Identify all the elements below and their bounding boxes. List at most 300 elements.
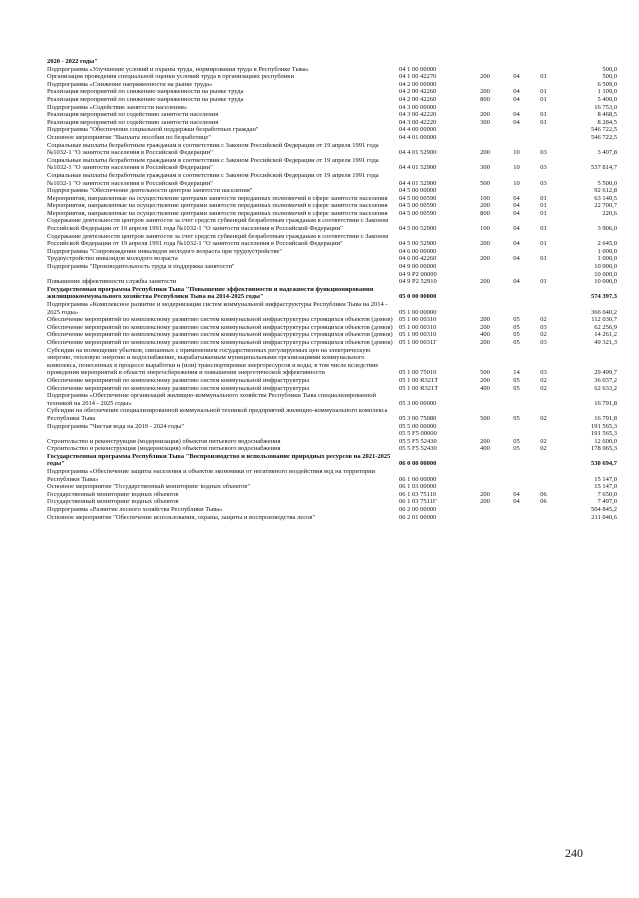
cell-vr: [467, 468, 503, 483]
cell-pr: 02: [540, 376, 547, 384]
cell-pr: [530, 126, 557, 134]
cell-code: 04 1 00 42270: [399, 73, 437, 81]
cell-code: 04 5 00 00590: [399, 194, 437, 202]
table-row: [47, 58, 617, 66]
cell-pr: [530, 392, 557, 407]
cell-rz: [503, 126, 530, 134]
cell-vr: 200: [480, 73, 490, 81]
cell-sum: 2 645,0: [597, 240, 617, 248]
cell-pr: [530, 453, 557, 468]
cell-code: 04 5 00 52900: [399, 225, 437, 233]
cell-code: 04 5 00 52900: [399, 240, 437, 248]
cell-code: 04 9 P2 52910: [399, 278, 437, 286]
cell-pr: 01: [540, 278, 547, 286]
cell-rz: 04: [513, 225, 520, 233]
cell-vr: 200: [480, 88, 490, 96]
cell-rz: 05: [513, 376, 520, 384]
cell-code: 05 5 F5 00000: [399, 430, 437, 438]
cell-name: Строительство и реконструкция (модернизация) объектов питьевого водоснабжения: [47, 445, 281, 453]
cell-pr: [530, 423, 557, 431]
cell-name: Подпрограмма "Обеспечение социальной поддержки безработных граждан": [47, 126, 259, 134]
cell-rz: [503, 263, 530, 271]
table-row: [47, 483, 617, 491]
cell-code: 04 1 00 00000: [399, 65, 437, 73]
budget-table: [47, 58, 617, 521]
cell-vr: 200: [480, 278, 490, 286]
cell-name: Обеспечение мероприятий по комплексному развитию систем коммунальной инфраструктуры: [47, 384, 310, 392]
cell-sum: 15 147,0: [594, 475, 617, 483]
cell-name: Содержание деятельности центров занятости за счет средств субвенций безработным гражданам в соответствии с Законом Российской Федерации от 19 апреля 1991 года №1032-1 "О занятости населения в Российской Федерации": [47, 217, 389, 233]
table-row: [47, 286, 617, 301]
cell-rz: [503, 81, 530, 89]
cell-vr: 200: [480, 255, 490, 263]
cell-rz: [503, 506, 530, 514]
cell-name: Подпрограмма "Обеспечение деятельности центров занятости населения": [47, 187, 253, 195]
table-row: [47, 453, 617, 468]
table-row: [47, 126, 617, 134]
cell-rz: 04: [513, 490, 520, 498]
cell-rz: 04: [513, 240, 520, 248]
table-row: [47, 73, 617, 81]
table-row: [47, 498, 617, 506]
cell-name: Подпрограмма "Сопровождение инвалидов молодого возраста при трудоустройстве": [47, 247, 283, 255]
cell-name: Подпрограмма «Обеспечение защиты населения и объектов экономики от негативного воздействия вод на территории Республики Тыва»: [47, 468, 376, 483]
cell-name: Строительство и реконструкция (модернизация) объектов питьевого водоснабжения: [47, 437, 281, 445]
cell-code: 04 3 00 00000: [399, 103, 437, 111]
cell-sum: 12 600,0: [594, 437, 617, 445]
cell-code: 04 2 00 42260: [399, 88, 437, 96]
cell-name: Основное мероприятие "Государственный мониторинг водных объектов": [47, 483, 251, 491]
cell-code: 05 5 F5 52430: [399, 437, 437, 445]
cell-sum: 29 499,7: [594, 369, 617, 377]
cell-sum: 5 400,0: [597, 95, 617, 103]
cell-rz: [503, 58, 530, 66]
cell-sum: 191 565,3: [591, 422, 617, 430]
cell-pr: [530, 506, 557, 514]
table-row: [47, 278, 617, 286]
cell-pr: [530, 58, 557, 66]
cell-vr: [467, 187, 503, 195]
cell-name: Организация проведения специальной оценки условий труда в организациях республики: [47, 73, 294, 81]
cell-vr: 300: [480, 118, 490, 126]
cell-name: Основное мероприятие "Обеспечение использования, охраны, защиты и воспроизводства лесов": [47, 513, 316, 521]
cell-code: 06 1 03 7511Г: [399, 498, 437, 506]
table-row: [47, 233, 617, 248]
cell-pr: 06: [540, 490, 547, 498]
cell-rz: [503, 483, 530, 491]
cell-code: 05 1 00 75010: [399, 369, 437, 377]
cell-vr: [467, 126, 503, 134]
cell-pr: 01: [540, 88, 547, 96]
cell-pr: [530, 483, 557, 491]
table-row: [47, 514, 617, 522]
cell-sum: 10 000,0: [594, 278, 617, 286]
cell-code: 04 5 00 00590: [399, 209, 437, 217]
cell-name: Реализация мероприятий по содействию занятости населения: [47, 118, 219, 126]
cell-pr: 01: [540, 255, 547, 263]
cell-code: 05 1 00 0031Г: [399, 338, 437, 346]
cell-name: Субсидии на обеспечение специализированной коммунальной техникой предприятий жилищно-коммунального комплекса Республики Тыва: [47, 407, 388, 422]
cell-name: Социальные выплаты безработным гражданам в соответствии с Законом Российской Федерации от 19 апреля 1991 года №1032-1 "О занятости населения в Российской Федерации": [47, 141, 379, 157]
table-row: [47, 385, 617, 393]
cell-pr: [530, 430, 557, 438]
cell-code: 06 2 01 00000: [399, 513, 437, 521]
cell-vr: 200: [480, 323, 490, 331]
cell-sum: 62 633,2: [594, 384, 617, 392]
cell-vr: 100: [480, 225, 490, 233]
cell-name: Государственная программа Республики Тыва "Воспроизводство и использование природных ресурсов на 2021-2025 годы": [47, 452, 391, 468]
cell-vr: [467, 423, 503, 431]
page-number: 240: [565, 846, 583, 860]
cell-code: 04 3 00 42220: [399, 111, 437, 119]
cell-vr: 200: [480, 498, 490, 506]
cell-pr: 03: [540, 149, 547, 157]
cell-pr: 01: [540, 111, 547, 119]
cell-vr: 800: [480, 95, 490, 103]
cell-code: 04 9 P2 00000: [399, 270, 437, 278]
cell-code: 04 4 01 52900: [399, 149, 437, 157]
cell-rz: [503, 271, 530, 279]
cell-rz: 05: [513, 323, 520, 331]
cell-vr: [467, 430, 503, 438]
cell-code: 04 6 00 00000: [399, 247, 437, 255]
cell-sum: 3 906,0: [597, 225, 617, 233]
cell-sum: 16 791,8: [594, 399, 617, 407]
cell-code: 04 6 00 42260: [399, 255, 437, 263]
cell-vr: [467, 301, 503, 316]
cell-pr: [530, 134, 557, 142]
table-row: [47, 142, 617, 157]
cell-code: [399, 58, 467, 66]
table-row: [47, 217, 617, 232]
cell-pr: 01: [540, 202, 547, 210]
table-row: [47, 506, 617, 514]
cell-name: Обеспечение мероприятий по комплексному развитию систем коммунальной инфраструктуры строящихся объектов (домов): [47, 323, 393, 331]
table-row: [47, 157, 617, 172]
cell-name: Обеспечение мероприятий по комплексному развитию систем коммунальной инфраструктуры: [47, 376, 310, 384]
cell-vr: [467, 58, 503, 66]
cell-pr: 02: [540, 445, 547, 453]
table-row: [47, 187, 617, 195]
cell-name: Реализация мероприятий по снижению напряженности на рынке труда: [47, 88, 244, 96]
cell-sum: 7 497,0: [597, 498, 617, 506]
table-row: [47, 202, 617, 210]
cell-rz: 10: [513, 149, 520, 157]
cell-rz: [503, 423, 530, 431]
cell-name: Реализация мероприятий по снижению напряженности на рынке труда: [47, 95, 244, 103]
cell-rz: [503, 468, 530, 483]
cell-pr: 01: [540, 194, 547, 202]
cell-sum: 500,0: [602, 73, 617, 81]
cell-pr: 02: [540, 316, 547, 324]
cell-rz: 04: [513, 111, 520, 119]
cell-code: 06 2 00 00000: [399, 506, 437, 514]
cell-vr: 200: [480, 202, 490, 210]
cell-code: 04 3 00 42220: [399, 118, 437, 126]
cell-name: Государственная программа Республики Тыва "Повышение эффективности и надежности функционирования жилищнокоммунального хозяйства Республики Тыва на 2014-2025 годы": [47, 285, 374, 301]
cell-code: 05 1 00 00310: [399, 323, 437, 331]
cell-pr: 01: [540, 225, 547, 233]
cell-code: 04 4 00 00000: [399, 126, 437, 134]
cell-rz: 05: [513, 414, 520, 422]
cell-name: Подпрограмма «Комплексное развитие и модернизация систем коммунальной инфраструктуры Республики Тыва на 2014 - 2025 годы»: [47, 301, 388, 316]
cell-sum: 14 261,2: [594, 331, 617, 339]
cell-pr: [530, 271, 557, 279]
table-row: [47, 96, 617, 104]
cell-pr: 06: [540, 498, 547, 506]
cell-sum: 574 397,3: [591, 293, 617, 301]
cell-sum: 15 147,0: [594, 483, 617, 491]
cell-vr: 400: [480, 445, 490, 453]
cell-pr: [530, 248, 557, 256]
cell-pr: 03: [540, 179, 547, 187]
cell-rz: [503, 430, 530, 438]
table-row: [47, 445, 617, 453]
cell-code: 06 1 03 00000: [399, 483, 437, 491]
cell-sum: 191 565,3: [591, 430, 617, 438]
cell-sum: 49 321,3: [594, 338, 617, 346]
cell-name: Содержание деятельности центров занятости за счет средств субвенций безработным гражданам в соответствии с Законом Российской Федерации от 19 апреля 1991 года №1032-1 "О занятости населения в Российской Федерации": [47, 232, 389, 248]
cell-name: Подпрограмма "Производительность труда и поддержка занятости": [47, 263, 235, 271]
cell-sum: 8 284,5: [597, 118, 617, 126]
cell-name: Подпрограмма «Обеспечение организаций жилищно-коммунального хозяйства Республики Тыва специализированной техникой на 2014 - 2025 годы»: [47, 392, 376, 407]
table-row: [47, 81, 617, 89]
cell-rz: 05: [513, 437, 520, 445]
table-row: [47, 438, 617, 446]
cell-name: Обеспечение мероприятий по комплексному развитию систем коммунальной инфраструктуры строящихся объектов (домов): [47, 316, 393, 324]
cell-vr: [467, 104, 503, 112]
cell-rz: 05: [513, 384, 520, 392]
cell-sum: 22 700,7: [594, 202, 617, 210]
cell-rz: 04: [513, 88, 520, 96]
cell-vr: [467, 286, 503, 301]
cell-name: Мероприятия, направленные на осуществление центрами занятости переданных полномочий в сфере занятости населения: [47, 202, 388, 210]
cell-rz: 04: [513, 118, 520, 126]
table-row: [47, 430, 617, 438]
cell-code: 06 1 00 00000: [399, 475, 437, 483]
cell-code: 05 1 00 00310: [399, 331, 437, 339]
cell-sum: 504 845,2: [591, 506, 617, 514]
cell-rz: 05: [513, 445, 520, 453]
cell-pr: [530, 263, 557, 271]
cell-code: 04 4 01 52900: [399, 164, 437, 172]
cell-rz: 04: [513, 73, 520, 81]
cell-rz: [503, 248, 530, 256]
cell-vr: 200: [480, 338, 490, 346]
cell-name: Подпрограмма «Снижение напряженности на рынке труда»: [47, 80, 213, 88]
cell-sum: 220,6: [602, 209, 617, 217]
cell-pr: 01: [540, 209, 547, 217]
cell-vr: 400: [480, 331, 490, 339]
cell-vr: 200: [480, 490, 490, 498]
cell-vr: [467, 271, 503, 279]
cell-name: Социальные выплаты безработным гражданам в соответствии с Законом Российской Федерации от 19 апреля 1991 года №1032-1 "О занятости населения в Российской Федерации": [47, 171, 379, 187]
cell-sum: 546 722,5: [591, 126, 617, 134]
cell-vr: [467, 453, 503, 468]
cell-code: 06 1 03 75110: [399, 490, 437, 498]
cell-rz: [503, 187, 530, 195]
cell-name: Обеспечение мероприятий по комплексному развитию систем коммунальной инфраструктуры строящихся объектов (домов): [47, 331, 393, 339]
cell-name: Государственный мониторинг водных объектов: [47, 498, 179, 506]
cell-vr: 500: [480, 414, 490, 422]
table-row: [47, 377, 617, 385]
cell-vr: [467, 263, 503, 271]
cell-sum: 1 109,0: [597, 88, 617, 96]
cell-vr: 200: [480, 111, 490, 119]
cell-name: Основное мероприятие "Выплата пособия по безработице": [47, 133, 211, 141]
cell-name: Мероприятия, направленные на осуществление центрами занятости переданных полномочий в сфере занятости населения: [47, 209, 388, 217]
cell-name: Повышение эффективности службы занятости: [47, 278, 177, 286]
cell-sum: 63 140,5: [594, 194, 617, 202]
cell-rz: 05: [513, 338, 520, 346]
cell-sum: 3 407,8: [597, 149, 617, 157]
cell-vr: [467, 514, 503, 522]
cell-name: 2020 - 2022 годы": [47, 58, 98, 65]
cell-vr: [467, 134, 503, 142]
cell-rz: [503, 286, 530, 301]
cell-pr: 02: [540, 414, 547, 422]
cell-sum: 36 037,2: [594, 376, 617, 384]
cell-sum: 8 468,5: [597, 111, 617, 119]
cell-vr: 500: [480, 369, 490, 377]
cell-rz: 04: [513, 278, 520, 286]
cell-code: 05 5 F5 52430: [399, 445, 437, 453]
cell-sum: 62 256,9: [594, 323, 617, 331]
cell-code: 05 5 00 00000: [399, 422, 437, 430]
cell-vr: 200: [480, 316, 490, 324]
cell-sum: 7 650,0: [597, 490, 617, 498]
cell-rz: [503, 134, 530, 142]
table-row: [47, 392, 617, 407]
cell-rz: [503, 66, 530, 74]
cell-pr: [530, 301, 557, 316]
cell-sum: 211 040,6: [591, 513, 617, 521]
cell-sum: 10 000,0: [594, 270, 617, 278]
table-row: [47, 195, 617, 203]
table-row: [47, 66, 617, 74]
cell-vr: [467, 81, 503, 89]
table-row: [47, 339, 617, 347]
table-row: [47, 172, 617, 187]
cell-pr: [530, 286, 557, 301]
cell-pr: 02: [540, 384, 547, 392]
cell-vr: [467, 248, 503, 256]
cell-pr: 01: [540, 118, 547, 126]
cell-rz: 05: [513, 331, 520, 339]
cell-vr: [467, 66, 503, 74]
cell-rz: 04: [513, 498, 520, 506]
table-row: [47, 271, 617, 279]
cell-name: Субсидии на возмещение убытков, связанных с применением государственных регулируемых цен на электрическую энергию, тепловую энергию и водоснабжение, вырабатываемым муниципальными организациями коммунального комплекса, понесенных в процессе выработки и (или) транспортировки энергоресурсов и воды, в том числе вследствие проведения мероприятий в области энергосбережения и повышения энергетической эффективности: [47, 346, 379, 377]
cell-rz: 05: [513, 316, 520, 324]
cell-name: Подпрограмма «Улучшение условий и охраны труда, нормирования труда в Республике Тыва»: [47, 65, 309, 73]
table-row: [47, 134, 617, 142]
cell-rz: 04: [513, 255, 520, 263]
cell-sum: 16 753,0: [594, 103, 617, 111]
cell-name: Мероприятия, направленные на осуществление центрами занятости переданных полномочий в сфере занятости населения: [47, 194, 388, 202]
table-row: [47, 210, 617, 218]
cell-name: Подпрограмма «Содействие занятости населения»: [47, 103, 188, 111]
cell-name: [47, 271, 399, 279]
cell-code: 06 0 00 00000: [399, 460, 437, 468]
cell-vr: 200: [480, 376, 490, 384]
cell-name: Подпрограмма «Развитие лесного хозяйства Республики Тыва»: [47, 506, 223, 514]
table-row: [47, 111, 617, 119]
cell-sum: [557, 58, 617, 66]
cell-rz: 14: [513, 369, 520, 377]
cell-sum: 6 509,0: [597, 80, 617, 88]
cell-vr: [467, 392, 503, 407]
cell-sum: 5 500,0: [597, 179, 617, 187]
cell-rz: 10: [513, 179, 520, 187]
cell-pr: [530, 187, 557, 195]
cell-pr: 03: [540, 164, 547, 172]
cell-sum: 16 791,8: [594, 414, 617, 422]
cell-rz: [503, 514, 530, 522]
cell-name: Государственный мониторинг водных объектов: [47, 490, 179, 498]
cell-sum: 366 040,2: [591, 308, 617, 316]
table-row: [47, 423, 617, 431]
cell-code: 04 5 00 00590: [399, 202, 437, 210]
cell-code: 04 9 00 00000: [399, 263, 437, 271]
cell-code: 05 0 00 00000: [399, 293, 437, 301]
cell-code: 05 1 00 00310: [399, 316, 437, 324]
cell-name: Реализация мероприятий по содействию занятости населения: [47, 111, 219, 119]
cell-vr: [467, 506, 503, 514]
cell-code: 04 4 01 00000: [399, 133, 437, 141]
cell-sum: 500,0: [602, 65, 617, 73]
table-row: [47, 491, 617, 499]
table-row: [47, 331, 617, 339]
table-row: [47, 88, 617, 96]
cell-rz: [503, 104, 530, 112]
cell-rz: 04: [513, 209, 520, 217]
cell-code: 05 3 00 75080: [399, 414, 437, 422]
cell-name: Обеспечение мероприятий по комплексному развитию систем коммунальной инфраструктуры строящихся объектов (домов): [47, 338, 393, 346]
cell-sum: 178 965,3: [591, 445, 617, 453]
cell-pr: 02: [540, 437, 547, 445]
cell-code: 04 2 00 42260: [399, 95, 437, 103]
table-row: [47, 407, 617, 422]
cell-vr: 300: [480, 164, 490, 172]
cell-vr: 800: [480, 209, 490, 217]
cell-sum: 1 000,0: [597, 247, 617, 255]
table-row: [47, 248, 617, 256]
cell-vr: [467, 483, 503, 491]
cell-code: 05 1 00 R321T: [399, 376, 439, 384]
cell-pr: [530, 81, 557, 89]
cell-sum: 530 694,7: [591, 460, 617, 468]
cell-pr: 02: [540, 331, 547, 339]
table-row: [47, 468, 617, 483]
cell-rz: [503, 453, 530, 468]
table-row: [47, 324, 617, 332]
cell-sum: 10 000,0: [594, 263, 617, 271]
cell-pr: [530, 66, 557, 74]
cell-rz: [503, 392, 530, 407]
cell-code: 04 5 00 00000: [399, 187, 437, 195]
cell-sum: 546 722,5: [591, 133, 617, 141]
cell-vr: 200: [480, 437, 490, 445]
cell-name: [47, 430, 399, 438]
cell-code: 04 4 01 52900: [399, 179, 437, 187]
cell-sum: 537 814,7: [591, 164, 617, 172]
cell-vr: 200: [480, 240, 490, 248]
cell-pr: [530, 468, 557, 483]
cell-rz: 10: [513, 164, 520, 172]
cell-pr: [530, 104, 557, 112]
cell-code: 04 2 00 00000: [399, 80, 437, 88]
